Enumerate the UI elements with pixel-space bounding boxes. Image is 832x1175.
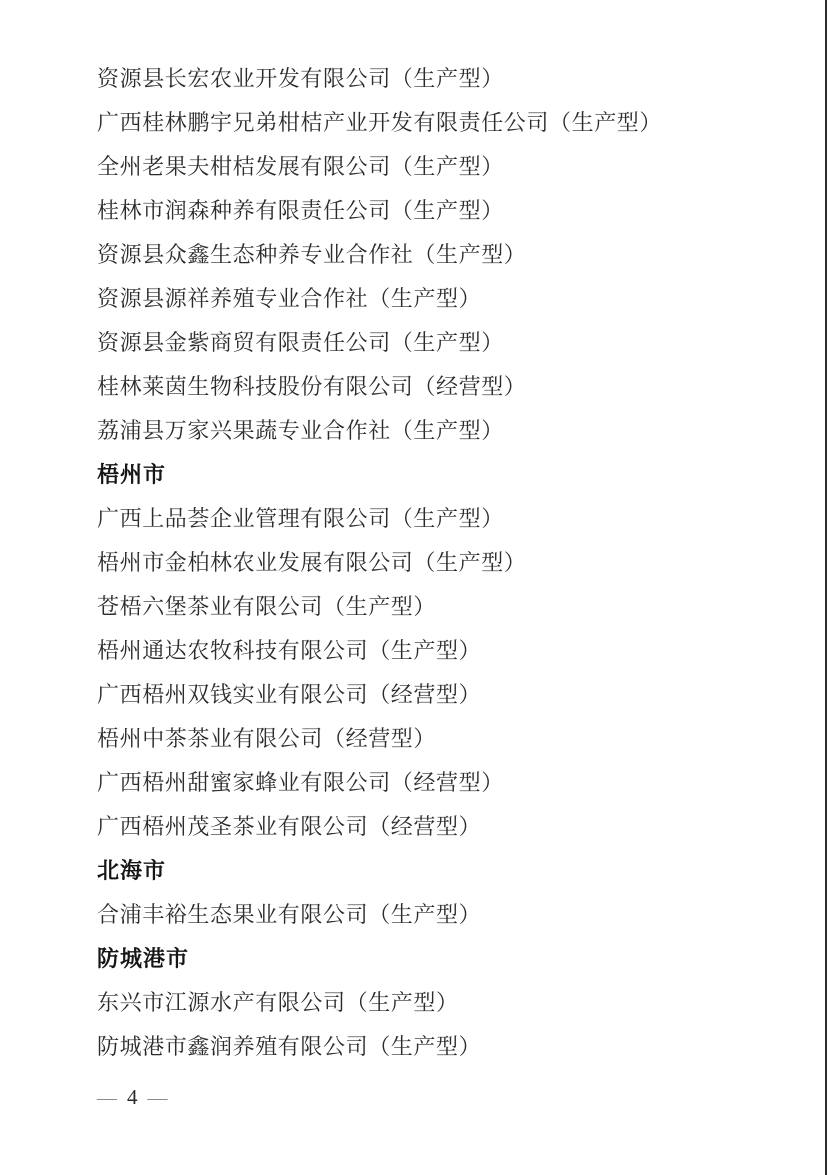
city-header-beihai: 北海市: [97, 858, 167, 883]
page-edge-line: [825, 0, 827, 1175]
city-header-wuzhou: 梧州市: [97, 462, 167, 487]
company-line: 桂林莱茵生物科技股份有限公司（经营型）: [97, 374, 527, 399]
company-line: 全州老果夫柑桔发展有限公司（生产型）: [97, 154, 504, 179]
company-line: 资源县众鑫生态种养专业合作社（生产型）: [97, 242, 527, 267]
company-line: 东兴市江源水产有限公司（生产型）: [97, 990, 459, 1015]
company-line: 梧州市金柏林农业发展有限公司（生产型）: [97, 550, 527, 575]
page-number-dash-right: —: [147, 1087, 168, 1109]
company-line: 防城港市鑫润养殖有限公司（生产型）: [97, 1034, 482, 1059]
page-number-value: 4: [127, 1085, 138, 1109]
page-number-dash-left: —: [97, 1087, 117, 1109]
company-line: 合浦丰裕生态果业有限公司（生产型）: [97, 902, 482, 927]
company-line: 梧州中茶茶业有限公司（经营型）: [97, 726, 437, 751]
company-line: 桂林市润森种养有限责任公司（生产型）: [97, 198, 504, 223]
city-header-fangchenggang: 防城港市: [97, 946, 190, 971]
company-line: 广西梧州双钱实业有限公司（经营型）: [97, 682, 482, 707]
company-line: 资源县源祥养殖专业合作社（生产型）: [97, 286, 482, 311]
page-number: [97, 1075, 797, 1119]
company-line: 梧州通达农牧科技有限公司（生产型）: [97, 638, 482, 663]
company-line: 资源县长宏农业开发有限公司（生产型）: [97, 66, 504, 91]
company-line: 荔浦县万家兴果蔬专业合作社（生产型）: [97, 418, 504, 443]
company-list: [97, 57, 797, 1119]
company-line: 苍梧六堡茶业有限公司（生产型）: [97, 594, 437, 619]
company-line: 广西桂林鹏宇兄弟柑桔产业开发有限责任公司（生产型）: [97, 110, 663, 135]
company-line: 广西梧州甜蜜家蜂业有限公司（经营型）: [97, 770, 504, 795]
company-line: 广西梧州茂圣茶业有限公司（经营型）: [97, 814, 482, 839]
company-line: 广西上品荟企业管理有限公司（生产型）: [97, 506, 504, 531]
company-line: 资源县金紫商贸有限责任公司（生产型）: [97, 330, 504, 355]
